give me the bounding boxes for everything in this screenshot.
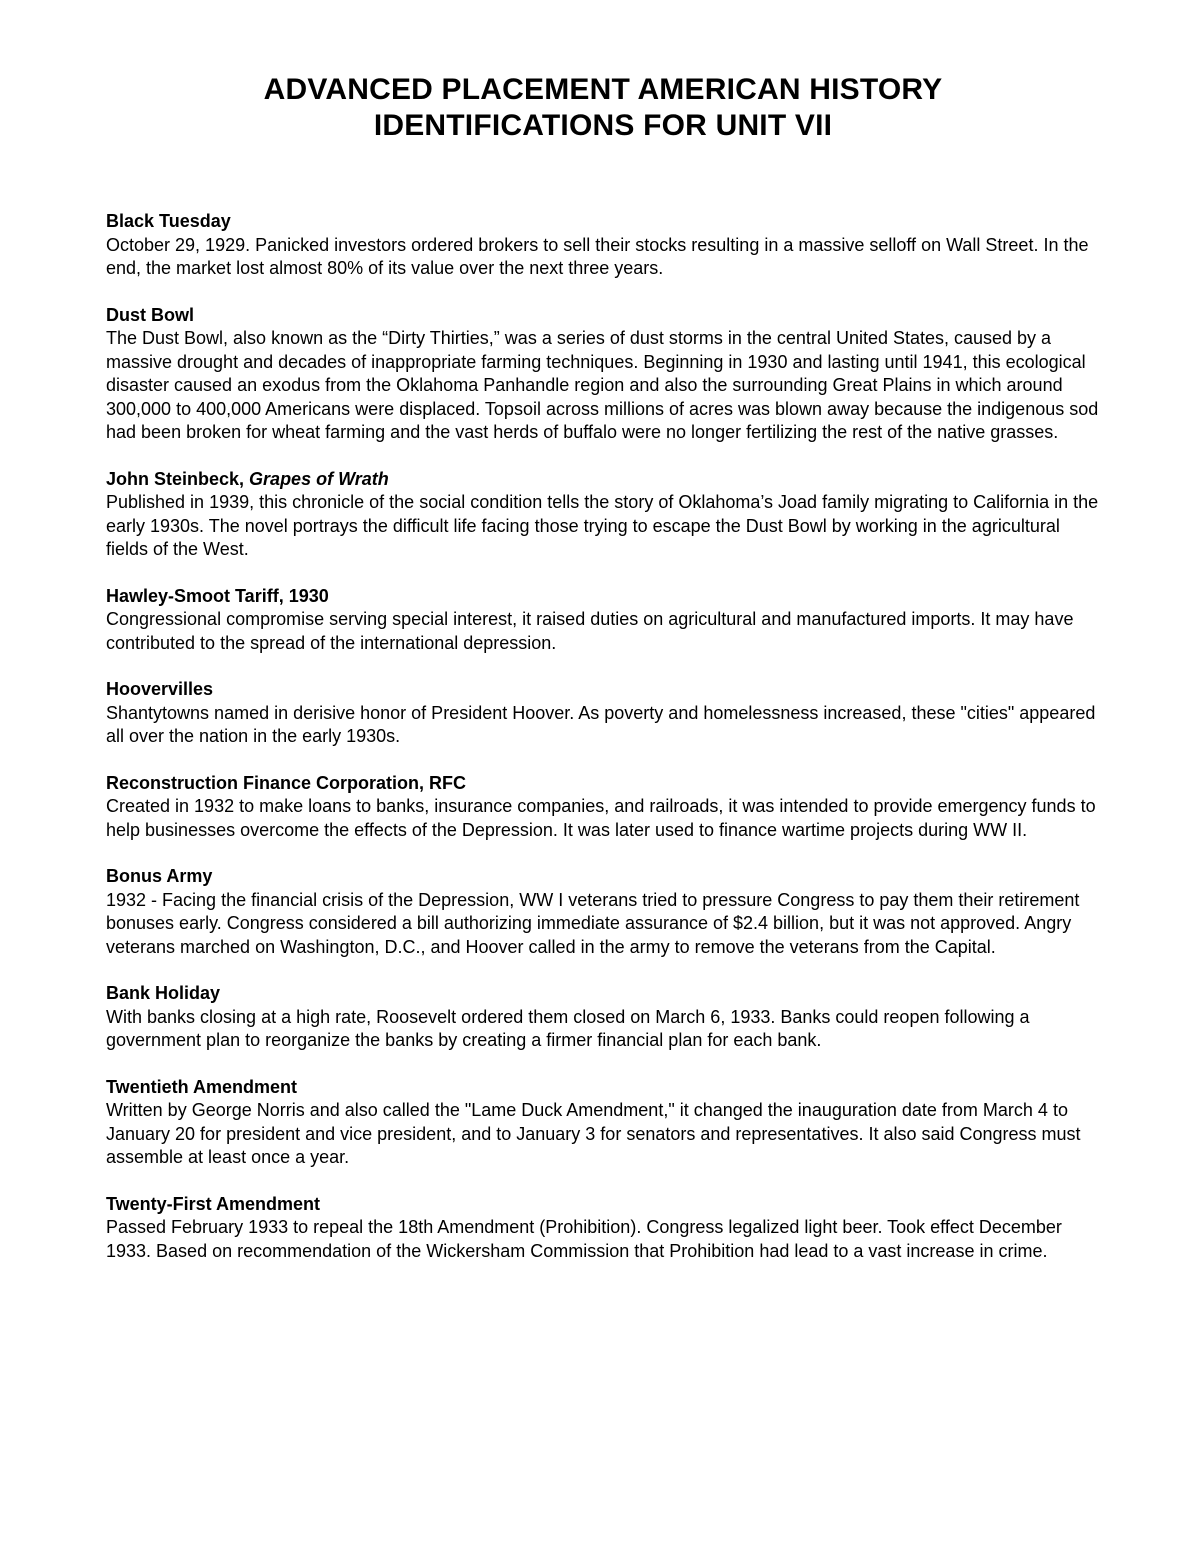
entry-heading: Hoovervilles — [106, 679, 214, 699]
entry-body: Shantytowns named in derisive honor of President Hoover. As poverty and homelessness increased, these "cities" appeared all over the nation in the early 1930s. — [106, 702, 1096, 746]
entry-heading: Reconstruction Finance Corporation, RFC — [106, 772, 467, 793]
entry-body: Written by George Norris and also called the "Lame Duck Amendment," it changed the inauguration date from March 4 to January 20 for president and vice president, and to January 3 for senators and representatives. It also said Congress must assemble at least once a year. — [106, 1100, 1081, 1167]
entry-heading: Hawley-Smoot Tariff, 1930 — [106, 585, 329, 606]
entry-heading: Dust Bowl — [106, 304, 194, 325]
entry-heading: Bank Holiday — [106, 983, 221, 1003]
entry-hoovervilles — [106, 678, 1100, 749]
entry-twentieth-amendment — [106, 1076, 1100, 1170]
title-line-2: IDENTIFICATIONS FOR UNIT VII — [373, 109, 833, 142]
entry-body: Passed February 1933 to repeal the 18th Amendment (Prohibition). Congress legalized light beer. Took effect December 1933. Based on recommendation of the Wickersham Commission that Prohibition had lead to a vast increase in crime. — [106, 1217, 1062, 1261]
document-title — [106, 72, 1100, 144]
entry-heading: Black Tuesday — [106, 211, 231, 231]
entry-bonus-army — [106, 865, 1100, 959]
entry-hawley-smoot-tariff — [106, 585, 1100, 656]
entry-twenty-first-amendment — [106, 1193, 1100, 1264]
entry-reconstruction-finance-corporation — [106, 772, 1100, 843]
entry-body: The Dust Bowl, also known as the “Dirty Thirties,” was a series of dust storms in the central United States, caused by a massive drought and decades of inappropriate farming techniques. Beginning in 1930 and lasting until 1941, this ecological disaster caused an exodus from the Oklahoma Panhandle region and also the surrounding Great Plains in which around 300,000 to 400,000 Americans were displaced. Topsoil across millions of acres was blown away because the indigenous sod had been broken for wheat farming and the vast herds of buffalo were no longer fertilizing the rest of the native grasses. — [106, 328, 1099, 442]
entry-heading: Twenty-First Amendment — [106, 1193, 321, 1214]
entry-heading-author: John Steinbeck, — [106, 468, 250, 489]
entry-body: Congressional compromise serving special interest, it raised duties on agricultural and manufactured imports. It may have contributed to the spread of the international depression. — [106, 609, 1074, 653]
entry-body: Created in 1932 to make loans to banks, insurance companies, and railroads, it was intended to provide emergency funds to help businesses overcome the effects of the Depression. It was later used to finance wartime projects during WW II. — [106, 796, 1096, 840]
entry-heading: Bonus Army — [106, 866, 213, 886]
entry-bank-holiday — [106, 982, 1100, 1053]
entry-heading-book-title: Grapes of Wrath — [249, 468, 389, 489]
entry-black-tuesday — [106, 210, 1100, 281]
entry-heading: Twentieth Amendment — [106, 1076, 298, 1097]
entry-body: 1932 - Facing the financial crisis of the Depression, WW I veterans tried to pressure Congress to pay them their retirement bonuses early. Congress considered a bill authorizing immediate assurance of $2.4 billion, but it was not approved. Angry veterans marched on Washington, D.C., and Hoover called in the army to remove the veterans from the Capital. — [106, 889, 1080, 957]
entry-body: Published in 1939, this chronicle of the social condition tells the story of Oklahoma’s Joad family migrating to California in the early 1930s. The novel portrays the difficult life facing those trying to escape the Dust Bowl by working in the agricultural fields of the West. — [106, 492, 1099, 559]
entry-heading — [106, 468, 1100, 492]
entry-body: October 29, 1929. Panicked investors ordered brokers to sell their stocks resulting in a massive selloff on Wall Street. In the end, the market lost almost 80% of its value over the next three years. — [106, 234, 1089, 278]
entry-dust-bowl — [106, 304, 1100, 445]
entry-john-steinbeck — [106, 468, 1100, 562]
entry-body: With banks closing at a high rate, Roosevelt ordered them closed on March 6, 1933. Banks could reopen following a government plan to reorganize the banks by creating a firmer financial plan for each bank. — [106, 1006, 1030, 1050]
title-line-1: ADVANCED PLACEMENT AMERICAN HISTORY — [263, 73, 943, 106]
